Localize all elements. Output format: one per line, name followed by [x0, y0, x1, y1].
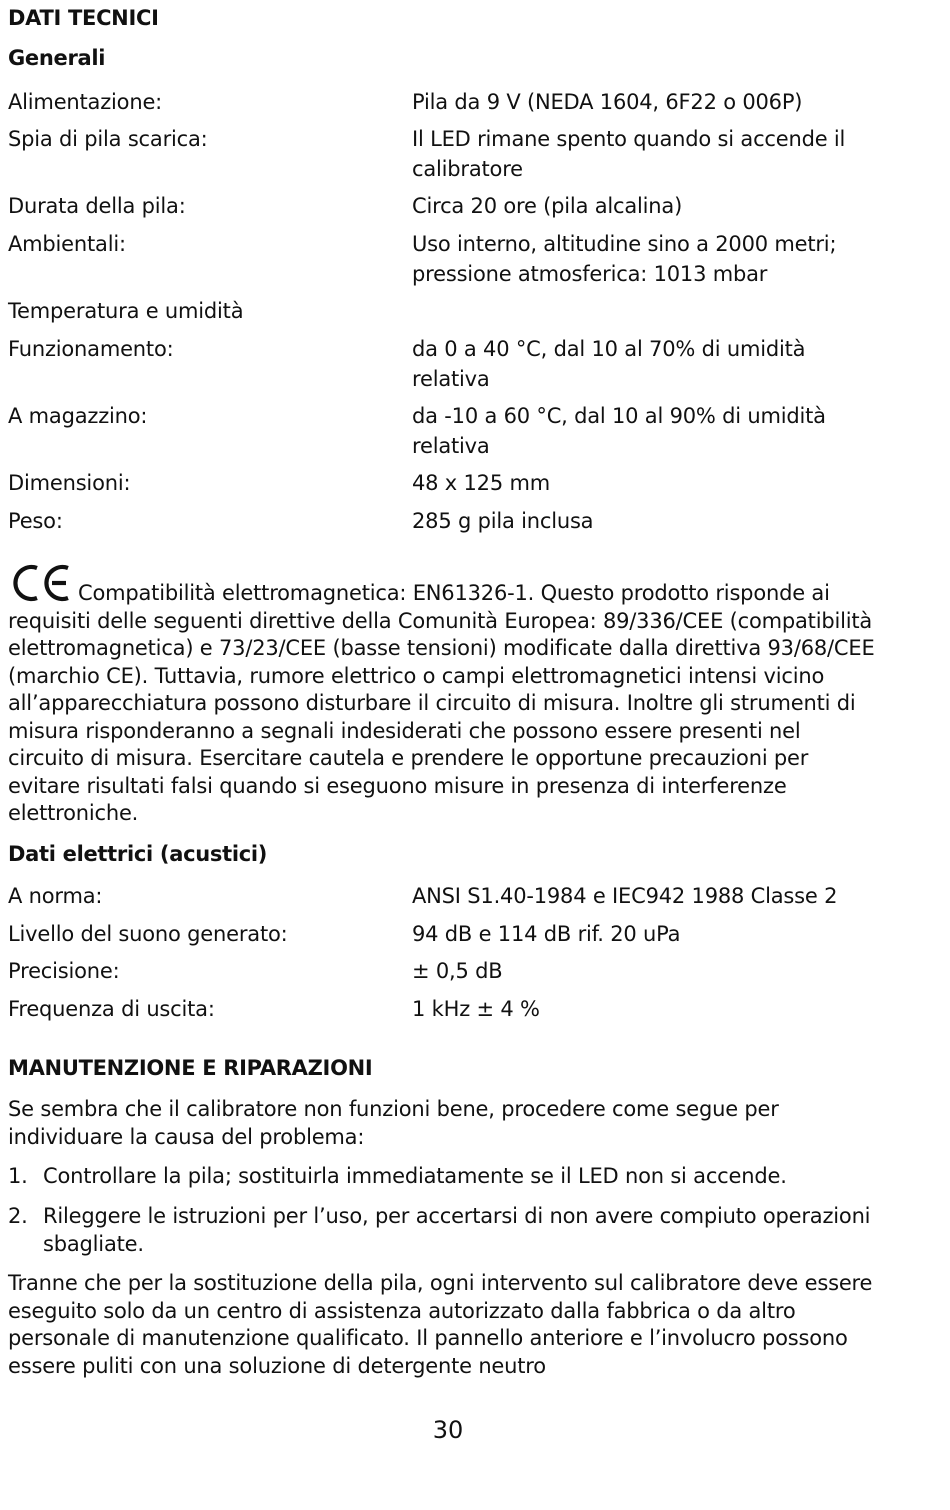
list-number: 2. — [8, 1204, 28, 1228]
spec-label: A magazzino: — [8, 404, 148, 428]
spec-label: Ambientali: — [8, 232, 126, 256]
spec-value: Circa 20 ore (pila alcalina) — [412, 194, 683, 218]
spec-label: Dimensioni: — [8, 471, 131, 495]
spec-label: Durata della pila: — [8, 194, 186, 218]
spec-value: 94 dB e 114 dB rif. 20 uPa — [412, 922, 681, 946]
spec-value: ± 0,5 dB — [412, 959, 503, 983]
spec-label: Funzionamento: — [8, 337, 174, 361]
maintenance-intro: Se sembra che il calibratore non funzioni bene, procedere come segue per individuare la causa del problema: — [8, 1097, 779, 1149]
list-number: 1. — [8, 1164, 28, 1188]
spec-label: Frequenza di uscita: — [8, 997, 215, 1021]
spec-value: 285 g pila inclusa — [412, 509, 594, 533]
emc-compliance-paragraph: Compatibilità elettromagnetica: EN61326-1. Questo prodotto risponde ai requisiti delle seguenti direttive della Comunità Europea: 89/336/CEE (compatibilità elettromagnetica) e 73/23/CEE (basse tensioni) modificate dalla direttiva 93/68/CEE (marchio CE). Tuttavia, rumore elettrico o campi elettromagnetici intensi vicino all’apparecchiatura possono disturbare il circuito di misura. Inoltre gli strumenti di misura risponderanno a segnali indesiderati che possono essere presenti nel circuito di misura. Esercitare cautela e prendere le opportune precauzioni per evitare risultati falsi quando si eseguono misure in presenza di interferenze elettroniche. — [8, 581, 875, 825]
page-number: 30 — [432, 1416, 464, 1444]
spec-value: da -10 a 60 °C, dal 10 al 90% di umidità relativa — [412, 404, 826, 458]
spec-label: Livello del suono generato: — [8, 922, 288, 946]
spec-value: 48 x 125 mm — [412, 471, 550, 495]
spec-label: Alimentazione: — [8, 90, 163, 114]
spec-label: A norma: — [8, 884, 103, 908]
subheading-general: Generali — [8, 46, 106, 70]
spec-value: Il LED rimane spento quando si accende il calibratore — [412, 127, 846, 181]
spec-value: da 0 a 40 °C, dal 10 al 70% di umidità relativa — [412, 337, 806, 391]
spec-label: Temperatura e umidità — [8, 299, 244, 323]
spec-label: Peso: — [8, 509, 63, 533]
spec-value: ANSI S1.40-1984 e IEC942 1988 Classe 2 — [412, 884, 838, 908]
list-text: Rileggere le istruzioni per l’uso, per accertarsi di non avere compiuto operazioni sbagliate. — [43, 1204, 871, 1256]
spec-value: Pila da 9 V (NEDA 1604, 6F22 o 006P) — [412, 90, 803, 114]
section-heading-technical-data: DATI TECNICI — [8, 6, 159, 30]
maintenance-outro: Tranne che per la sostituzione della pila, ogni intervento sul calibratore deve essere eseguito solo da un centro di assistenza autorizzato dalla fabbrica o da altro personale di manutenzione qualificato. Il pannello anteriore e l’involucro possono essere puliti con una soluzione di detergente neutro — [8, 1271, 873, 1378]
spec-label: Spia di pila scarica: — [8, 127, 208, 151]
spec-value: Uso interno, altitudine sino a 2000 metri; pressione atmosferica: 1013 mbar — [412, 232, 837, 286]
section-heading-maintenance: MANUTENZIONE E RIPARAZIONI — [8, 1056, 373, 1080]
spec-value: 1 kHz ± 4 % — [412, 997, 540, 1021]
subheading-electrical: Dati elettrici (acustici) — [8, 842, 268, 866]
spec-label: Precisione: — [8, 959, 120, 983]
list-text: Controllare la pila; sostituirla immediatamente se il LED non si accende. — [43, 1164, 787, 1188]
